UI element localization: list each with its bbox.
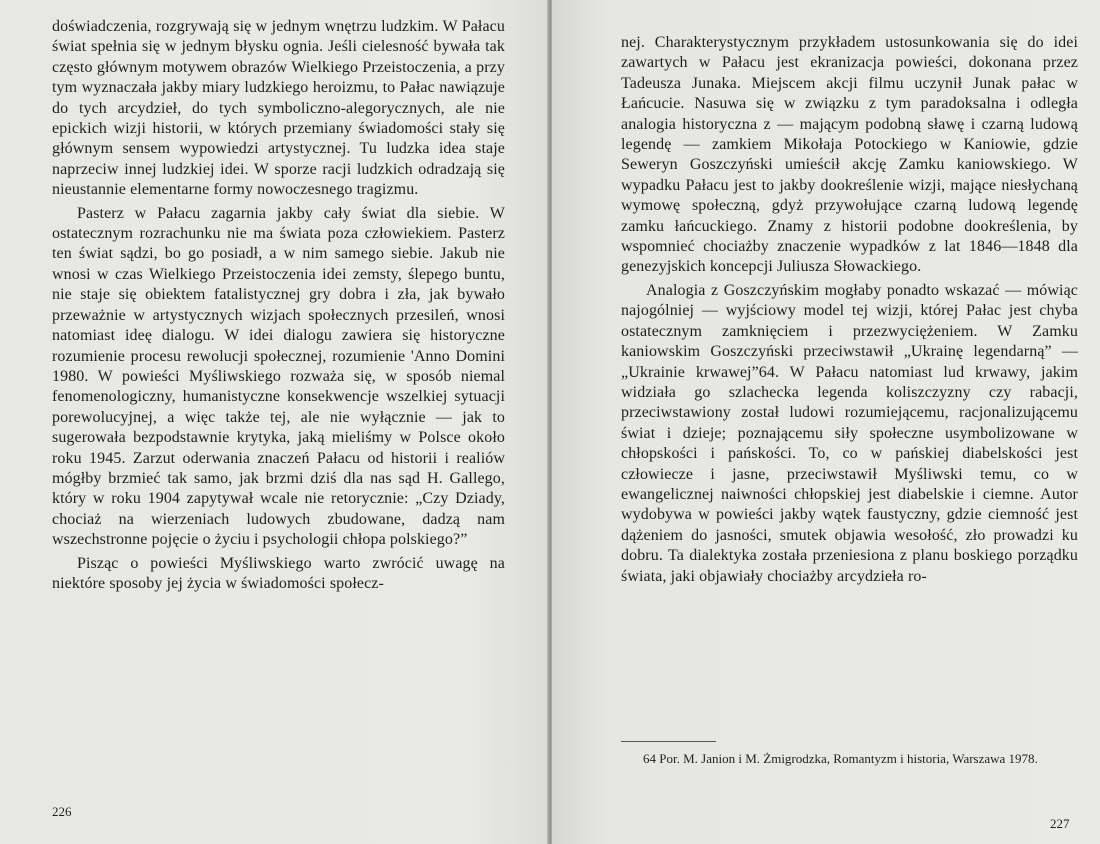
left-page (0, 0, 549, 844)
footnote: 64 Por. M. Janion i M. Żmigrodzka, Romantyzm i historia, Warszawa 1978. (643, 751, 1038, 766)
left-paragraph-1: doświadczenia, rozgrywają się w jednym wnętrzu ludzkim. W Pałacu świat spełnia się w jednym błysku ognia. Jeśli cielesność bywała tak często głównym motywem obrazów Wielkiego Przeistoczenia, a przy tym wyznaczała jakby miary ludzkiego heroizmu, to Pałac nawiązuje do tych arcydzieł, do tych symboliczno-alegorycznych, ale nie epickich wizji historii, w których przemiany świadomości stały się głównym sensem wypowiedzi artystycznej. Tu ludzka idea staje naprzeciw innej ludzkiej idei. W sporze racji ludzkich odradzają się nieustannie elementarne formy nowoczesnego tragizmu. (52, 18, 505, 199)
left-paragraph-3: Pisząc o powieści Myśliwskiego warto zwrócić uwagę na niektóre sposoby jej życia w świadomości społecz- (52, 554, 505, 592)
right-page (552, 0, 1100, 844)
right-paragraph-2: Analogia z Goszczyńskim mogłaby ponadto wskazać — mówiąc najogólniej — wyjściowy model tej wizji, której Pałac jest chyba ostatecznym zamknięciem i przezwyciężeniem. W Zamku kaniowskim Goszczyński przeciwstawił „Ukrainę legendarną” — „Ukrainie krwawej”64. W Pałacu natomiast lud krwawy, jakim widziała go szlachecka legenda koliszczyzny czy rabacji, przeciwstawiony został ludowi rozumiejącemu, racjonalizującemu świat i dzieje; poznającemu siły społeczne usymbolizowane w chłopskości i pańskości. To, co w pańskiej diabelskości jest człowiecze i jasne, przeciwstawił Myśliwski temu, co w ewangelicznej naiwności chłopskiej jest diabelskie i ciemne. Autor wydobywa w powieści jakby wątek faustyczny, gdzie ciemność jest dążeniem do jasności, smutek objawia wesołość, zło prowadzi ku dobru. Ta dialektyka została przeniesiona z planu boskiego porządku świata, jaki objawiały chociażby arcydzieła ro- (621, 281, 1078, 585)
left-page-number: 226 (52, 804, 72, 819)
left-page-text (52, 17, 505, 594)
left-paragraph-2: Pasterz w Pałacu zagarnia jakby cały świat dla siebie. W ostatecznym rozrachunku nie ma świata poza człowiekiem. Pasterz ten świat sądzi, bo go posiadł, a w nim samego siebie. Jakub nie wnosi w czas Wielkiego Przeistoczenia idei zemsty, ślepego buntu, nie staje się obiektem fatalistycznej gry dobra i zła, jak bywało przeważnie w artystycznych wizjach społecznych przesileń, wnosi natomiast ideę dialogu. W idei dialogu zawiera się historyczne rozumienie procesu rewolucji społecznej, rozumienie 'Anno Domini 1980. W powieści Myśliwskiego rozważa się, w sposób niemal fenomenologiczny, humanistyczne konsekwencje wszelkiej sytuacji porewolucyjnej, a więc także tej, ale nie wyłącznie — jak to sugerowała bezpodstawnie krytyka, jaką mieliśmy w Polsce około roku 1945. Zarzut oderwania znaczeń Pałacu od historii i realiów mógłby brzmieć tak samo, jak brzmi dziś dla nas sąd H. Gallego, który w roku 1904 zapytywał wcale nie retorycznie: „Czy Dziady, chociaż na wierzeniach ludowych zbudowane, dadzą nam wszechstronne pojęcie o życiu i psychologii chłopa polskiego?” (52, 204, 505, 549)
right-page-number: 227 (1050, 816, 1070, 831)
right-page-text (621, 33, 1078, 587)
right-paragraph-1: nej. Charakterystycznym przykładem ustosunkowania się do idei zawartych w Pałacu jest ekranizacja powieści, dokonana przez Tadeusza Junaka. Miejscem akcji filmu uczynił Junak pałac w Łańcucie. Nasuwa się w związku z tym paradoksalna i odległa analogia historyczna z — mającym podobną sławę i czarną ludową legendę — zamkiem Mikołaja Potockiego w Kaniowie, gdzie Seweryn Goszczyński umieścił akcję Zamku kaniowskiego. W wypadku Pałacu jest to jakby dookreślenie wizji, mające niesłychaną wymowę społeczną, gdyż przywołujące czarną ludową legendę zamku łańcuckiego. Znamy z historii podobne dookreślenia, by wspomnieć chociażby znaczenie wypadków z lat 1846—1848 dla genezyjskich koncepcji Juliusza Słowackiego. (621, 34, 1078, 276)
footnote-rule (621, 741, 716, 742)
